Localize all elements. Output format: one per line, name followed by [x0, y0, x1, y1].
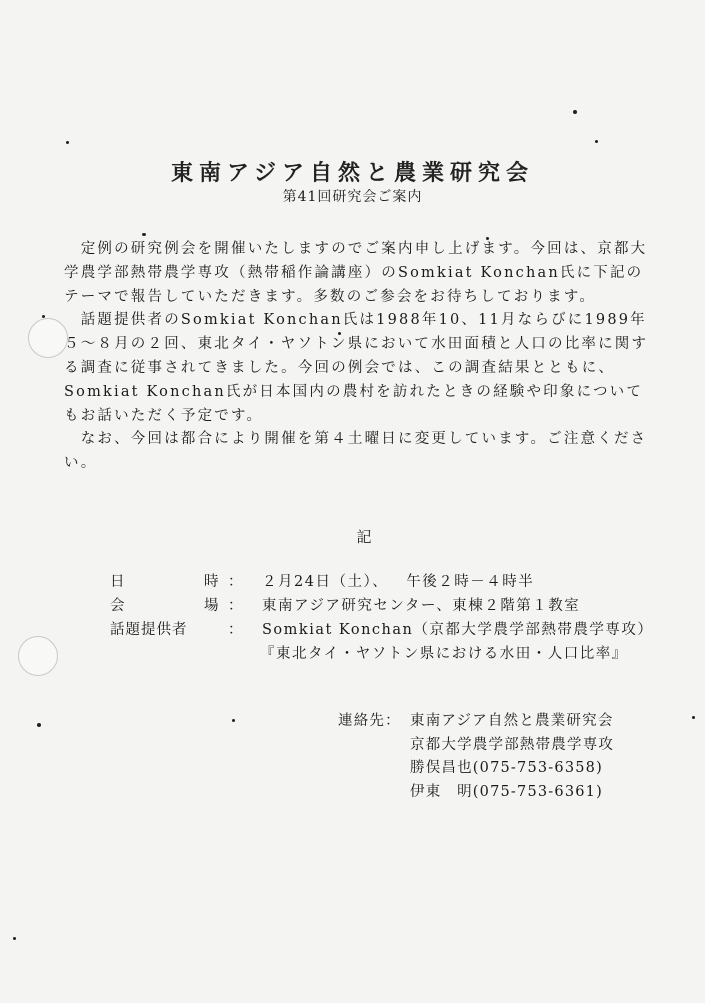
colon: ：: [228, 574, 244, 590]
speck: [13, 937, 16, 940]
speck: [573, 110, 577, 114]
paragraph: 定例の研究例会を開催いたしますのでご案内申し上げます。今回は、京都大学農学部熱帯農学専攻（熱帯稲作論講座）のSomkiat Konchan氏に下記のテーマで報告していただきます。多数のご参会をお待ちしております。: [64, 241, 648, 305]
paragraph: 話題提供者のSomkiat Konchan氏は1988年10、11月ならびに1989年５～８月の２回、東北タイ・ヤソトン県において水田面積と人口の比率に関する調査に従事されてきました。今回の例会では、この調査結果とともに、Somkiat Konchan氏が日本国内の農村を訪れたときの経験や印象についてもお話いただく予定です。: [64, 312, 649, 424]
paragraph: なお、今回は都合により開催を第４土曜日に変更しています。ご注意ください。: [64, 431, 648, 472]
speaker-row: [110, 618, 653, 642]
speck: [232, 719, 235, 722]
colon: ：: [228, 622, 244, 638]
speck: [692, 716, 695, 719]
ki-heading: 記: [356, 528, 372, 546]
speck: [42, 315, 45, 318]
venue-row: [110, 594, 653, 618]
punch-hole: [28, 318, 68, 358]
contact-org: 東南アジア自然と農業研究会: [410, 713, 614, 729]
contact-dept: 京都大学農学部熱帯農学専攻: [410, 736, 615, 753]
contact-label: 連絡先：: [338, 713, 401, 729]
venue-label: 会 場: [110, 598, 220, 614]
speaker-value: Somkiat Konchan（京都大学農学部熱帯農学専攻）: [262, 622, 654, 638]
date-row: [110, 570, 653, 594]
body-text: [64, 238, 656, 476]
punch-hole: [18, 636, 58, 676]
theme-row: [110, 642, 653, 666]
venue-value: 東南アジア研究センター、東棟２階第１教室: [262, 598, 581, 614]
speck: [595, 140, 598, 143]
contact-person: 伊東 明(075-753-6361): [410, 783, 603, 800]
speaker-label: 話題提供者: [110, 622, 188, 638]
date-value: ２月24日（土）、 午後２時－４時半: [262, 574, 535, 590]
contact-person: 勝俣昌也(075-753-6358): [410, 760, 603, 776]
document-title: 東南アジア自然と農業研究会: [170, 160, 535, 186]
date-label: 日 時: [110, 574, 220, 590]
contact-block: [338, 710, 614, 804]
speck: [142, 233, 146, 236]
colon: ：: [228, 598, 244, 614]
contact-org-row: [338, 710, 614, 734]
document-subtitle: 第41回研究会ご案内: [282, 189, 423, 205]
event-details: [110, 570, 653, 666]
speck: [37, 723, 41, 727]
speck: [66, 141, 69, 144]
theme-title: 『東北タイ・ヤソトン県における水田・人口比率』: [260, 646, 628, 662]
